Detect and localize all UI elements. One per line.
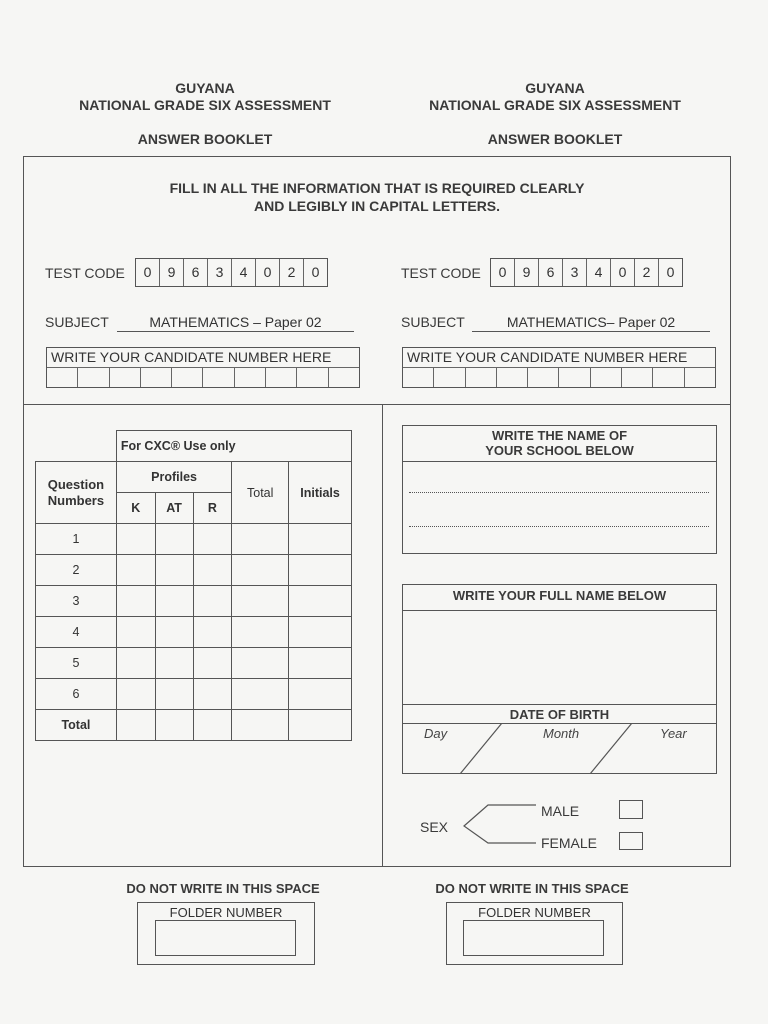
table-row bbox=[36, 524, 352, 555]
right-test-code-digit: 4 bbox=[587, 259, 611, 286]
female-checkbox[interactable] bbox=[619, 832, 643, 850]
question-number: 2 bbox=[36, 555, 117, 586]
right-footer-warning: DO NOT WRITE IN THIS SPACE bbox=[435, 881, 629, 896]
dob-title: DATE OF BIRTH bbox=[509, 707, 610, 722]
table-row bbox=[36, 679, 352, 710]
left-footer-warning: DO NOT WRITE IN THIS SPACE bbox=[126, 881, 320, 896]
right-candidate-cells[interactable] bbox=[403, 368, 715, 387]
profile-r-header: R bbox=[193, 493, 232, 524]
school-line-2[interactable] bbox=[409, 526, 709, 527]
school-box-divider bbox=[402, 461, 717, 462]
school-title-line-1: WRITE THE NAME OF bbox=[491, 428, 628, 443]
right-header bbox=[390, 80, 720, 148]
cxc-use-only-label: For CXC® Use only bbox=[116, 431, 351, 462]
profile-at-header: AT bbox=[155, 493, 193, 524]
table-row bbox=[36, 648, 352, 679]
left-test-code-label: TEST CODE bbox=[45, 265, 125, 281]
left-folder-label: FOLDER NUMBER bbox=[169, 905, 283, 920]
right-test-code-digit: 0 bbox=[491, 259, 515, 286]
right-test-code-boxes bbox=[490, 258, 683, 287]
left-subject-label: SUBJECT bbox=[45, 314, 109, 330]
total-header: Total bbox=[232, 462, 289, 524]
right-header-country: GUYANA bbox=[525, 80, 585, 96]
dob-day-label: Day bbox=[424, 726, 448, 741]
right-subject-label: SUBJECT bbox=[401, 314, 465, 330]
question-number: 1 bbox=[36, 524, 117, 555]
left-folder-number-field[interactable] bbox=[155, 920, 296, 956]
question-number: 3 bbox=[36, 586, 117, 617]
right-folder-number-field[interactable] bbox=[463, 920, 604, 956]
left-test-code-digit: 4 bbox=[232, 259, 256, 286]
instructions bbox=[23, 180, 731, 215]
table-row bbox=[36, 617, 352, 648]
female-label: FEMALE bbox=[541, 835, 598, 851]
left-test-code-digit: 0 bbox=[256, 259, 280, 286]
left-test-code-digit: 0 bbox=[136, 259, 160, 286]
right-candidate-number[interactable] bbox=[402, 347, 716, 388]
school-box-title bbox=[402, 428, 717, 458]
question-number: 6 bbox=[36, 679, 117, 710]
question-number: 4 bbox=[36, 617, 117, 648]
left-test-code-digit: 9 bbox=[160, 259, 184, 286]
profiles-header: Profiles bbox=[116, 462, 231, 493]
right-test-code-digit: 0 bbox=[666, 264, 675, 280]
left-candidate-number[interactable] bbox=[46, 347, 360, 388]
sex-bracket bbox=[460, 800, 540, 848]
instructions-line-2: AND LEGIBLY IN CAPITAL LETTERS. bbox=[253, 198, 501, 214]
left-header-assessment: NATIONAL GRADE SIX ASSESSMENT bbox=[79, 97, 331, 113]
right-test-code-digit: 9 bbox=[515, 259, 539, 286]
table-row bbox=[36, 555, 352, 586]
left-test-code-digit: 3 bbox=[208, 259, 232, 286]
left-test-code-digit: 6 bbox=[184, 259, 208, 286]
right-folder-label: FOLDER NUMBER bbox=[478, 905, 591, 920]
question-number: 5 bbox=[36, 648, 117, 679]
total-row-label: Total bbox=[36, 710, 117, 741]
dob-year-label: Year bbox=[660, 726, 687, 741]
left-test-code-digit: 0 bbox=[311, 264, 320, 280]
dob-month-label: Month bbox=[543, 726, 580, 741]
profile-k-header: K bbox=[116, 493, 155, 524]
question-numbers-header: Question Numbers bbox=[36, 462, 117, 524]
dob-separators bbox=[402, 723, 717, 774]
right-test-code-digit: 6 bbox=[539, 259, 563, 286]
name-box-divider bbox=[402, 610, 717, 611]
table-total-row bbox=[36, 710, 352, 741]
right-header-assessment: NATIONAL GRADE SIX ASSESSMENT bbox=[429, 97, 681, 113]
table-row bbox=[36, 586, 352, 617]
left-header-booklet: ANSWER BOOKLET bbox=[137, 131, 273, 147]
left-candidate-label: WRITE YOUR CANDIDATE NUMBER HERE bbox=[47, 348, 359, 368]
left-test-code-boxes bbox=[135, 258, 328, 287]
profile-score-table bbox=[35, 430, 352, 741]
initials-header: Initials bbox=[289, 462, 352, 524]
school-line-1[interactable] bbox=[409, 492, 709, 493]
left-subject-value[interactable]: MATHEMATICS – Paper 02 bbox=[117, 313, 354, 332]
left-header-country: GUYANA bbox=[175, 80, 235, 96]
right-header-booklet: ANSWER BOOKLET bbox=[487, 131, 623, 147]
horizontal-divider bbox=[23, 404, 731, 405]
left-header bbox=[40, 80, 370, 148]
male-checkbox[interactable] bbox=[619, 800, 643, 819]
right-candidate-label: WRITE YOUR CANDIDATE NUMBER HERE bbox=[403, 348, 715, 368]
school-title-line-2: YOUR SCHOOL BELOW bbox=[485, 443, 634, 458]
right-test-code-digit: 3 bbox=[563, 259, 587, 286]
right-subject-value[interactable]: MATHEMATICS– Paper 02 bbox=[472, 313, 710, 332]
instructions-line-1: FILL IN ALL THE INFORMATION THAT IS REQUIRED CLEARLY bbox=[169, 180, 585, 196]
right-test-code-label: TEST CODE bbox=[401, 265, 481, 281]
dob-divider-top bbox=[402, 704, 717, 705]
right-test-code-digit: 0 bbox=[611, 259, 635, 286]
left-candidate-cells[interactable] bbox=[47, 368, 359, 387]
vertical-divider bbox=[382, 404, 383, 867]
full-name-title: WRITE YOUR FULL NAME BELOW bbox=[452, 588, 667, 603]
right-test-code-digit: 2 bbox=[635, 259, 659, 286]
male-label: MALE bbox=[541, 803, 580, 819]
sex-label: SEX bbox=[420, 819, 449, 835]
left-test-code-digit: 2 bbox=[280, 259, 304, 286]
